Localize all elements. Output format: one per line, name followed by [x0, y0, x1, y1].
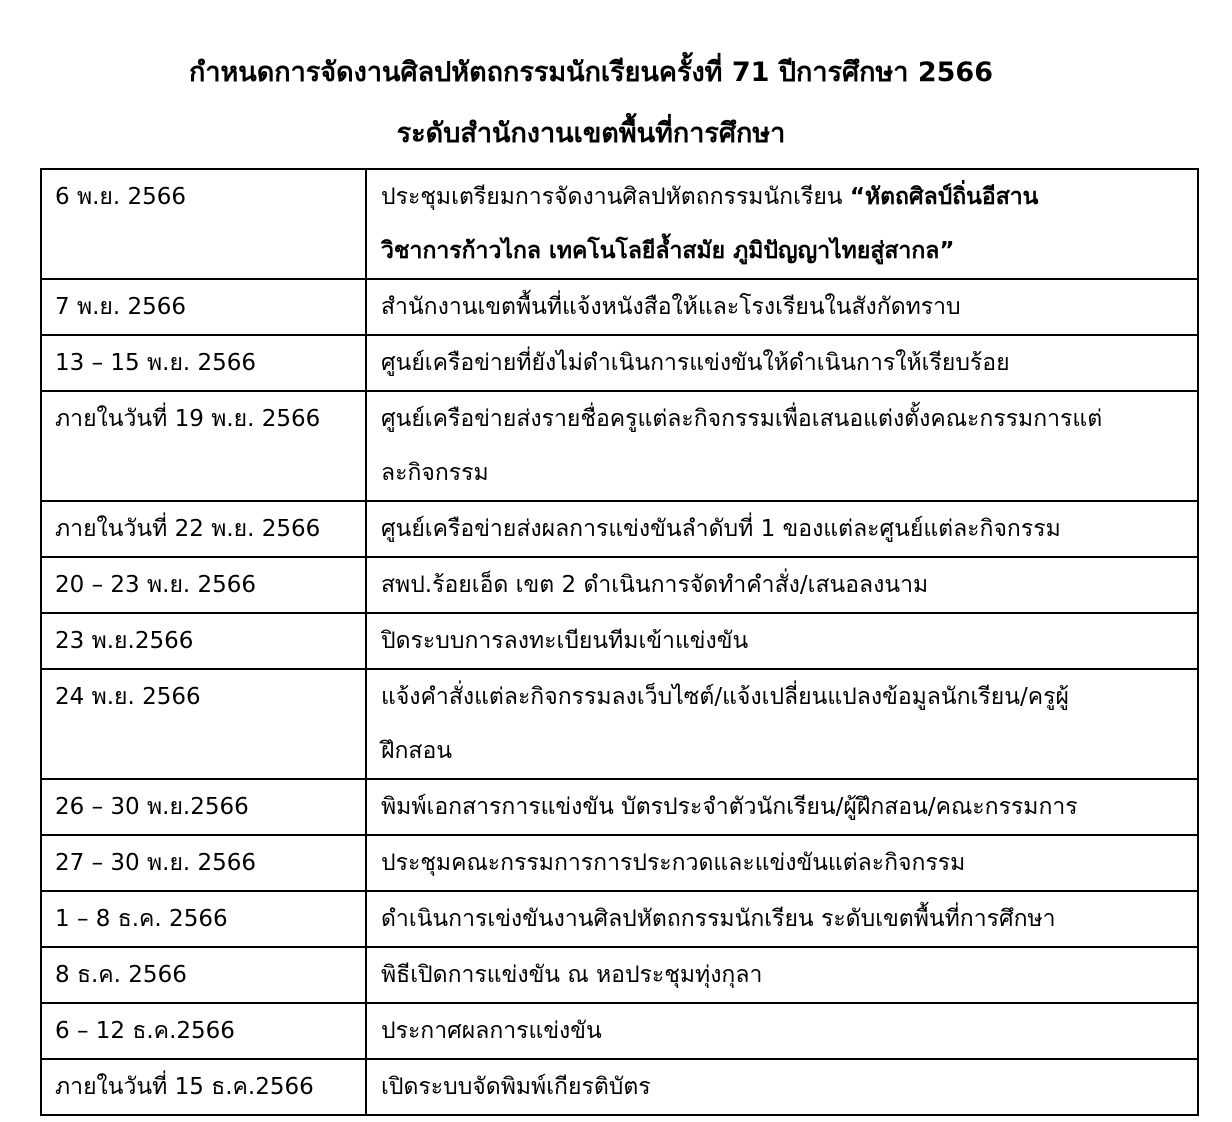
schedule-row [41, 1059, 1198, 1115]
schedule-event-line [381, 392, 1189, 446]
schedule-event-line [381, 614, 1189, 668]
schedule-table [40, 168, 1199, 1116]
schedule-event-cell [366, 501, 1198, 557]
schedule-date-cell: 8 ธ.ค. 2566 [41, 947, 366, 1003]
schedule-row [41, 1003, 1198, 1059]
schedule-row [41, 391, 1198, 501]
schedule-event-line [381, 1004, 1189, 1058]
schedule-row [41, 501, 1198, 557]
schedule-event-line [381, 948, 1189, 1002]
schedule-event-cell [366, 779, 1198, 835]
schedule-date-cell: 6 พ.ย. 2566 [41, 169, 366, 279]
schedule-table-body [41, 169, 1198, 1115]
schedule-event-text: พิธีเปิดการแข่งขัน ณ หอประชุมทุ่งกุลา [381, 962, 763, 988]
schedule-event-cell [366, 1003, 1198, 1059]
schedule-date-cell: 13 – 15 พ.ย. 2566 [41, 335, 366, 391]
schedule-event-text: ประกาศผลการแข่งขัน [381, 1018, 602, 1044]
schedule-date-cell: 27 – 30 พ.ย. 2566 [41, 835, 366, 891]
schedule-date-cell: 23 พ.ย.2566 [41, 613, 366, 669]
schedule-event-bold-text: วิชาการก้าวไกล เทคโนโลยีล้ำสมัย ภูมิปัญญาไทยสู่สากล” [381, 238, 955, 264]
schedule-date-cell: ภายในวันที่ 19 พ.ย. 2566 [41, 391, 366, 501]
schedule-event-text: พิมพ์เอกสารการแข่งขัน บัตรประจำตัวนักเรียน/ผู้ฝึกสอน/คณะกรรมการ [381, 794, 1078, 820]
schedule-event-cell [366, 557, 1198, 613]
schedule-event-cell [366, 669, 1198, 779]
schedule-event-text: สพป.ร้อยเอ็ด เขต 2 ดำเนินการจัดทำคำสั่ง/เสนอลงนาม [381, 572, 929, 598]
schedule-event-cell [366, 169, 1198, 279]
schedule-event-cell [366, 1059, 1198, 1115]
schedule-event-text: ฝึกสอน [381, 738, 452, 764]
schedule-event-text: ประชุมคณะกรรมการการประกวดและแข่งขันแต่ละกิจกรรม [381, 850, 966, 876]
schedule-event-line [381, 502, 1189, 556]
schedule-event-bold-text: “หัตถศิลป์ถิ่นอีสาน [849, 184, 1039, 210]
schedule-row [41, 835, 1198, 891]
schedule-row [41, 779, 1198, 835]
schedule-row [41, 557, 1198, 613]
schedule-event-line [381, 224, 1189, 278]
schedule-date-cell: 20 – 23 พ.ย. 2566 [41, 557, 366, 613]
document-title: กำหนดการจัดงานศิลปหัตถกรรมนักเรียนครั้งที่ 71 ปีการศึกษา 2566 [189, 57, 993, 88]
schedule-date-cell: 1 – 8 ธ.ค. 2566 [41, 891, 366, 947]
schedule-event-line [381, 780, 1189, 834]
schedule-event-line [381, 892, 1189, 946]
schedule-date-cell: 6 – 12 ธ.ค.2566 [41, 1003, 366, 1059]
schedule-date-cell: ภายในวันที่ 15 ธ.ค.2566 [41, 1059, 366, 1115]
schedule-row [41, 613, 1198, 669]
schedule-event-cell [366, 835, 1198, 891]
schedule-event-text: ดำเนินการเข่งขันงานศิลปหัตถกรรมนักเรียน ระดับเขตพื้นที่การศึกษา [381, 906, 1056, 932]
schedule-event-text: แจ้งคำสั่งแต่ละกิจกรรมลงเว็บไซต์/แจ้งเปลี่ยนแปลงข้อมูลนักเรียน/ครูผู้ [381, 684, 1069, 710]
schedule-event-cell [366, 391, 1198, 501]
schedule-date-cell: 24 พ.ย. 2566 [41, 669, 366, 779]
schedule-event-text: เปิดระบบจัดพิมพ์เกียรติบัตร [381, 1074, 651, 1100]
schedule-event-line [381, 670, 1189, 724]
schedule-date-cell: 26 – 30 พ.ย.2566 [41, 779, 366, 835]
schedule-row [41, 947, 1198, 1003]
schedule-date-cell: ภายในวันที่ 22 พ.ย. 2566 [41, 501, 366, 557]
schedule-event-cell [366, 613, 1198, 669]
document-subtitle: ระดับสำนักงานเขตพื้นที่การศึกษา [396, 118, 786, 149]
schedule-event-line [381, 558, 1189, 612]
schedule-event-cell [366, 279, 1198, 335]
schedule-row [41, 169, 1198, 279]
schedule-date-cell: 7 พ.ย. 2566 [41, 279, 366, 335]
schedule-event-line [381, 336, 1189, 390]
schedule-event-text: ปิดระบบการลงทะเบียนทีมเข้าแข่งขัน [381, 628, 749, 654]
schedule-event-cell [366, 891, 1198, 947]
schedule-event-cell [366, 947, 1198, 1003]
schedule-event-line [381, 280, 1189, 334]
schedule-row [41, 279, 1198, 335]
schedule-event-line [381, 724, 1189, 778]
schedule-event-text: ศูนย์เครือข่ายที่ยังไม่ดำเนินการแข่งขันให้ดำเนินการให้เรียบร้อย [381, 350, 1010, 376]
schedule-event-line [381, 836, 1189, 890]
schedule-event-text: สำนักงานเขตพื้นที่แจ้งหนังสือให้และโรงเรียนในสังกัดทราบ [381, 294, 961, 320]
schedule-event-text: ประชุมเตรียมการจัดงานศิลปหัตถกรรมนักเรียน [381, 184, 850, 210]
schedule-event-text: ศูนย์เครือข่ายส่งผลการแข่งขันลำดับที่ 1 ของแต่ละศูนย์แต่ละกิจกรรม [381, 516, 1061, 542]
schedule-row [41, 891, 1198, 947]
schedule-row [41, 669, 1198, 779]
schedule-row [41, 335, 1198, 391]
schedule-event-cell [366, 335, 1198, 391]
schedule-event-line [381, 1060, 1189, 1114]
schedule-event-line [381, 446, 1189, 500]
schedule-event-text: ศูนย์เครือข่ายส่งรายชื่อครูแต่ละกิจกรรมเพื่อเสนอแต่งตั้งคณะกรรมการแต่ [381, 406, 1103, 432]
schedule-event-line [381, 170, 1189, 224]
schedule-event-text: ละกิจกรรม [381, 460, 489, 486]
